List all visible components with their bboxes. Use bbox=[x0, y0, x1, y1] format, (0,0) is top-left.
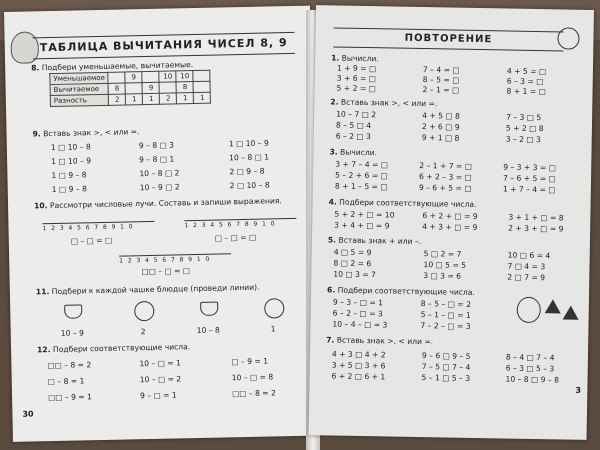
expression[interactable]: 5 – 2 + 6 = □ bbox=[335, 170, 388, 181]
tick-label: 7 bbox=[170, 256, 180, 264]
tick-label: 3 bbox=[201, 221, 211, 229]
table-cell[interactable] bbox=[193, 81, 210, 92]
expression[interactable]: 2 □ 9 – 8 bbox=[229, 166, 265, 177]
exercise-7-heading bbox=[326, 335, 433, 346]
expression[interactable]: 10 – □ = 8 bbox=[231, 372, 274, 383]
expression[interactable]: □□ – 8 = 2 bbox=[231, 388, 276, 399]
exercise-text: Подбери уменьшаемые, вычитаемые. bbox=[41, 60, 194, 73]
expression[interactable]: 10 – 8 □ 2 bbox=[139, 168, 180, 179]
expression[interactable]: 3 – 2 □ 3 bbox=[505, 134, 541, 145]
table-cell[interactable]: 8 bbox=[176, 82, 193, 93]
expression[interactable]: 10 – 4 – □ = 3 bbox=[332, 319, 388, 330]
expression[interactable]: 6 + 2 – 3 = □ bbox=[418, 171, 472, 182]
tick-label: 3 bbox=[59, 224, 69, 232]
expression[interactable]: □□ – □ = □ bbox=[141, 266, 191, 277]
number-line bbox=[119, 243, 231, 256]
exercise-number: 5. bbox=[327, 235, 337, 245]
expression[interactable]: 9 – 3 + 3 = □ bbox=[503, 162, 557, 173]
expression[interactable]: 10 – 8 □ 1 bbox=[229, 152, 270, 163]
number-line-ticks bbox=[184, 220, 279, 229]
expression[interactable]: 1 □ 9 – 8 bbox=[51, 170, 87, 181]
exercise-number: 3. bbox=[329, 147, 338, 157]
expression[interactable]: 10 – □ = 2 bbox=[139, 374, 182, 385]
expression[interactable]: 9 – □ = 1 bbox=[139, 390, 177, 401]
exercise-text: Подбери соответствующие числа. bbox=[52, 342, 191, 355]
expression[interactable]: 6 – 2 □ 3 bbox=[335, 131, 371, 142]
expression[interactable]: 6 – 2 – □ = 3 bbox=[332, 308, 383, 319]
exercise-3-heading bbox=[329, 147, 377, 157]
tick-label: 1 bbox=[42, 225, 52, 233]
expression[interactable]: 10 □ 5 = 5 bbox=[423, 260, 467, 270]
exercise-5-heading bbox=[328, 235, 421, 246]
expression[interactable]: 4 + 3 + □ = 9 bbox=[422, 222, 478, 232]
tree-icon bbox=[545, 299, 561, 313]
expression[interactable]: 6 + 2 + □ = 9 bbox=[422, 211, 478, 221]
number-line-ticks bbox=[42, 223, 137, 232]
expression[interactable]: 7 – 4 = □ bbox=[422, 65, 460, 75]
table-cell: Вычитаемое bbox=[50, 83, 109, 95]
expression[interactable]: 5 + 2 = □ bbox=[336, 83, 376, 94]
tick-label: 5 bbox=[153, 256, 163, 264]
expression[interactable]: 5 + 2 + □ = 10 bbox=[334, 209, 395, 220]
saucer-icon[interactable] bbox=[134, 301, 154, 321]
cup-label: 1 bbox=[270, 324, 276, 334]
tick-label: 2 bbox=[193, 221, 202, 230]
table-cell[interactable]: 1 bbox=[194, 92, 211, 103]
exercise-4-heading bbox=[329, 197, 477, 209]
tick-label: 9 bbox=[253, 220, 263, 228]
exercise-number: 12. bbox=[36, 345, 51, 355]
expression[interactable]: 4 + 5 = □ bbox=[506, 66, 547, 77]
expression[interactable]: 8 – 5 = □ bbox=[422, 75, 460, 85]
tick-label: 5 bbox=[76, 224, 86, 232]
expression[interactable]: 1 □ 10 – 9 bbox=[228, 138, 269, 149]
exercise-text: Подбери к каждой чашке блюдце (проведи линии). bbox=[51, 282, 260, 297]
tick-label: 10 bbox=[196, 255, 215, 264]
expression[interactable]: 3 + 6 = □ bbox=[336, 73, 377, 84]
exercise-12-heading bbox=[37, 342, 190, 354]
table-cell[interactable]: 1 bbox=[177, 93, 194, 104]
expression[interactable]: 2 □ 10 – 8 bbox=[229, 180, 270, 191]
exercise-text: Вставь знак + или –. bbox=[338, 235, 422, 247]
table-cell[interactable] bbox=[108, 72, 125, 83]
table-cell[interactable]: 1 bbox=[143, 93, 160, 104]
expression[interactable]: 10 – 7 □ 2 bbox=[336, 109, 377, 120]
expression[interactable]: 2 □ 7 = 9 bbox=[507, 272, 546, 283]
expression[interactable]: 8 □ 2 = 6 bbox=[333, 258, 372, 269]
expression[interactable]: 2 – 1 = □ bbox=[422, 85, 460, 95]
exercise-number: 11. bbox=[35, 287, 50, 297]
number-line bbox=[42, 211, 154, 224]
tick-label: 10 bbox=[262, 220, 280, 228]
expression[interactable]: 8 + 1 = □ bbox=[506, 86, 546, 97]
expression[interactable]: 7 – 5 □ 7 – 4 bbox=[421, 362, 471, 372]
subtraction-table bbox=[49, 70, 211, 107]
expression[interactable]: 4 □ 5 = 9 bbox=[333, 247, 372, 258]
expression[interactable]: 9 + 1 □ 8 bbox=[421, 133, 460, 143]
expression[interactable]: 3 □ 3 = 6 bbox=[423, 271, 462, 281]
exercise-text: Вставь знак >, < или =. bbox=[340, 97, 438, 109]
table-cell[interactable]: 9 bbox=[142, 82, 159, 93]
page-title: ПОВТОРЕНИЕ bbox=[333, 27, 563, 51]
expression[interactable]: 6 + 2 □ 6 + 1 bbox=[331, 371, 386, 382]
tick-label: 8 bbox=[102, 223, 112, 231]
bear-icon bbox=[517, 297, 541, 323]
table-cell[interactable]: 2 bbox=[109, 94, 126, 105]
exercise-2-heading bbox=[330, 97, 437, 108]
expression[interactable]: 9 – 8 □ 1 bbox=[139, 154, 175, 165]
expression[interactable]: 5 – 1 □ 5 – 3 bbox=[421, 373, 471, 383]
cup-label: 2 bbox=[140, 327, 146, 337]
exercise-number: 4. bbox=[328, 197, 337, 207]
tick-label: 9 bbox=[111, 223, 121, 231]
table-cell[interactable] bbox=[193, 70, 210, 81]
exercise-number: 7. bbox=[326, 335, 335, 345]
exercise-text: Вставь знак >, < или =. bbox=[43, 127, 140, 139]
expression[interactable]: 3 + 4 + □ = 9 bbox=[334, 220, 390, 231]
tick-label: 5 bbox=[218, 221, 228, 229]
table-cell[interactable]: 8 bbox=[108, 83, 125, 94]
expression[interactable]: 8 + 1 – 5 = □ bbox=[334, 181, 388, 192]
expression[interactable]: 4 + 3 □ 4 + 2 bbox=[331, 349, 386, 360]
expression[interactable]: 9 – 8 □ 3 bbox=[138, 140, 175, 151]
tick-label: 8 bbox=[244, 220, 254, 229]
table-cell: Уменьшаемое bbox=[50, 72, 109, 84]
expression[interactable]: 10 □ 3 = 7 bbox=[333, 269, 376, 280]
expression[interactable]: 10 – 9 □ 2 bbox=[139, 182, 180, 193]
expression[interactable]: 1 □ 10 – 9 bbox=[51, 156, 92, 167]
expression[interactable]: □ – 9 = 1 bbox=[231, 356, 269, 367]
expression[interactable]: 4 + 5 □ 8 bbox=[422, 111, 460, 121]
exercise-text: Рассмотри числовые лучи. Составь и запиши выражения. bbox=[49, 196, 282, 211]
exercise-6-heading bbox=[327, 285, 475, 297]
expression[interactable]: 7 – 3 □ 5 bbox=[506, 112, 542, 123]
expression[interactable]: 8 – 4 □ 7 – 4 bbox=[505, 352, 555, 363]
exercise-number: 6. bbox=[326, 285, 336, 295]
expression[interactable]: □□ – 8 = 2 bbox=[47, 360, 92, 371]
table-cell[interactable]: 2 bbox=[160, 93, 177, 104]
expression[interactable]: 9 – 6 + 5 = □ bbox=[418, 182, 472, 193]
expression[interactable]: 3 + 5 □ 3 + 6 bbox=[331, 360, 386, 371]
tick-label: 8 bbox=[179, 256, 189, 264]
expression[interactable]: 8 – 5 □ 4 bbox=[335, 120, 372, 131]
expression[interactable]: 5 □ 2 = 7 bbox=[423, 249, 462, 259]
tick-label: 1 bbox=[184, 222, 194, 230]
tick-label: 1 bbox=[119, 257, 128, 265]
expression[interactable]: 7 – 2 – □ = 3 bbox=[420, 321, 471, 331]
number-line bbox=[184, 208, 296, 221]
expression[interactable]: 10 – 8 □ 9 – 8 bbox=[505, 374, 560, 385]
tick-label: 6 bbox=[227, 221, 237, 229]
mascot-icon bbox=[557, 27, 579, 49]
expression[interactable]: 5 + 2 □ 8 bbox=[505, 123, 544, 134]
expression[interactable]: 1 + 9 = □ bbox=[336, 63, 377, 74]
tick-label: 4 bbox=[145, 256, 154, 265]
expression[interactable]: □ – □ = □ bbox=[70, 235, 113, 246]
tick-label: 6 bbox=[162, 256, 172, 264]
table-cell[interactable] bbox=[159, 82, 176, 93]
tick-label: 10 bbox=[120, 223, 138, 231]
table-cell[interactable]: 1 bbox=[126, 94, 143, 105]
table-cell[interactable]: 10 bbox=[159, 71, 176, 82]
expression[interactable]: 3 + 1 + □ = 8 bbox=[508, 212, 564, 223]
exercise-text: Подбери соответствующие числа. bbox=[337, 285, 475, 297]
exercise-number: 8. bbox=[31, 63, 40, 73]
exercise-number: 2. bbox=[330, 97, 339, 107]
expression[interactable]: 10 □ 6 = 4 bbox=[507, 250, 551, 261]
cup-icon[interactable] bbox=[64, 304, 82, 318]
table-cell[interactable]: 9 bbox=[125, 72, 142, 83]
saucer-icon[interactable] bbox=[264, 298, 284, 318]
exercise-number: 10. bbox=[33, 201, 48, 211]
tick-label: 2 bbox=[127, 257, 137, 265]
exercise-text: Вычисли. bbox=[339, 147, 378, 158]
table-cell: Разность bbox=[50, 94, 109, 106]
expression[interactable]: 5 – 1 – □ = 1 bbox=[420, 310, 471, 320]
exercise-text: Подбери соответствующие числа. bbox=[339, 197, 477, 209]
expression[interactable]: □ – □ = □ bbox=[214, 232, 257, 243]
expression[interactable]: □□ – 9 = 1 bbox=[47, 392, 92, 403]
expression[interactable]: 8 – 5 – □ = 2 bbox=[420, 299, 472, 309]
exercise-9-heading bbox=[32, 127, 139, 138]
exercise-text: Вставь знак >, < или =. bbox=[336, 335, 434, 347]
expression[interactable]: 2 – 1 + 7 = □ bbox=[419, 160, 473, 171]
cup-label: 10 – 9 bbox=[60, 328, 84, 338]
table-cell[interactable] bbox=[142, 71, 159, 82]
page-number: 30 bbox=[22, 409, 34, 419]
exercise-number: 1. bbox=[331, 53, 340, 63]
expression[interactable]: 1 + 7 – 4 = □ bbox=[502, 184, 556, 195]
tick-label: 6 bbox=[85, 224, 95, 232]
table-row bbox=[50, 92, 211, 106]
right-page bbox=[309, 5, 594, 440]
expression[interactable]: 6 – 3 = □ bbox=[506, 76, 544, 87]
tick-label: 4 bbox=[68, 224, 78, 232]
expression[interactable]: 1 □ 10 – 8 bbox=[50, 142, 91, 153]
table-cell[interactable]: 10 bbox=[176, 71, 193, 82]
tick-label: 3 bbox=[136, 257, 146, 265]
page-title: ТАБЛИЦА ВЫЧИТАНИЯ ЧИСЕЛ 8, 9 bbox=[33, 32, 295, 59]
tick-label: 2 bbox=[51, 224, 60, 233]
exercise-number: 9. bbox=[32, 129, 41, 139]
expression[interactable]: 7 – 6 + 5 = □ bbox=[502, 173, 556, 184]
expression[interactable]: 6 – 3 □ 5 – 3 bbox=[505, 363, 555, 374]
page-number: 3 bbox=[575, 385, 582, 395]
table-cell[interactable] bbox=[125, 83, 142, 94]
expression[interactable]: 1 □ 9 – 8 bbox=[51, 184, 87, 195]
number-line-ticks bbox=[119, 256, 214, 265]
expression[interactable]: 3 + 7 – 4 = □ bbox=[335, 159, 389, 170]
expression[interactable]: 2 + 3 + □ = 9 bbox=[508, 223, 564, 234]
exercise-1-heading bbox=[331, 53, 379, 63]
exercise-11-heading bbox=[36, 283, 260, 297]
expression[interactable]: 2 + 6 □ 9 bbox=[421, 122, 460, 132]
left-page bbox=[4, 6, 319, 442]
tick-label: 7 bbox=[236, 221, 245, 229]
cup-label: 10 – 8 bbox=[196, 325, 220, 336]
expression[interactable]: 9 – 3 – □ = 1 bbox=[332, 297, 384, 308]
expression[interactable]: □ – 8 = 1 bbox=[47, 376, 85, 387]
tree-icon bbox=[563, 306, 579, 320]
expression[interactable]: 10 – □ = 1 bbox=[139, 358, 181, 369]
tick-label: 4 bbox=[210, 221, 220, 229]
cup-icon[interactable] bbox=[200, 302, 218, 316]
tick-label: 9 bbox=[188, 256, 197, 264]
tick-label: 7 bbox=[94, 223, 103, 232]
expression[interactable]: 9 – 6 □ 9 – 5 bbox=[421, 351, 471, 361]
exercise-text: Вычисли. bbox=[341, 53, 379, 64]
expression[interactable]: 7 □ 4 = 3 bbox=[507, 261, 546, 272]
